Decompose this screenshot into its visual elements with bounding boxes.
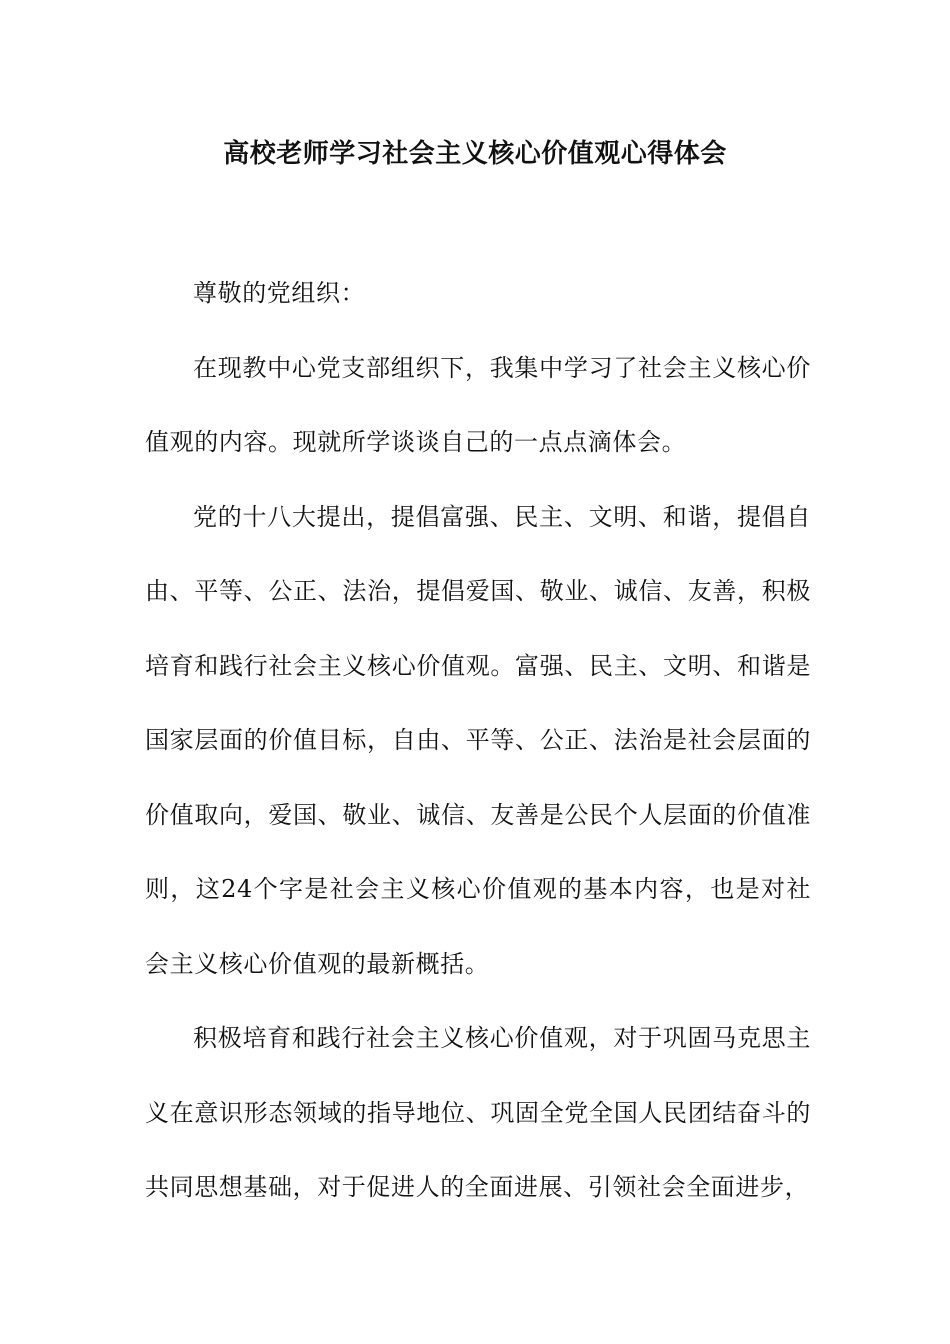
document-title: 高校老师学习社会主义核心价值观心得体会: [223, 139, 727, 169]
document-body: [145, 256, 811, 1225]
paragraph: 党的十八大提出，提倡富强、民主、文明、和谐，提倡自由、平等、公正、法治，提倡爱国、敬业、诚信、友善，积极培育和践行社会主义核心价值观。富强、民主、文明、和谐是国家层面的价值目标，自由、平等、公正、法治是社会层面的价值取向，爱国、敬业、诚信、友善是公民个人层面的价值准则，这24个字是社会主义核心价值观的基本内容，也是对社会主义核心价值观的最新概括。: [145, 502, 811, 978]
salutation: 尊敬的党组织：: [193, 279, 366, 307]
paragraph: 积极培育和践行社会主义核心价值观，对于巩固马克思主义在意识形态领域的指导地位、巩固全党全国人民团结奋斗的共同思想基础，对于促进人的全面进展、引领社会全面进步，: [145, 1024, 811, 1201]
paragraph: 在现教中心党支部组织下，我集中学习了社会主义核心价值观的内容。现就所学谈谈自己的一点点滴体会。: [145, 353, 811, 456]
